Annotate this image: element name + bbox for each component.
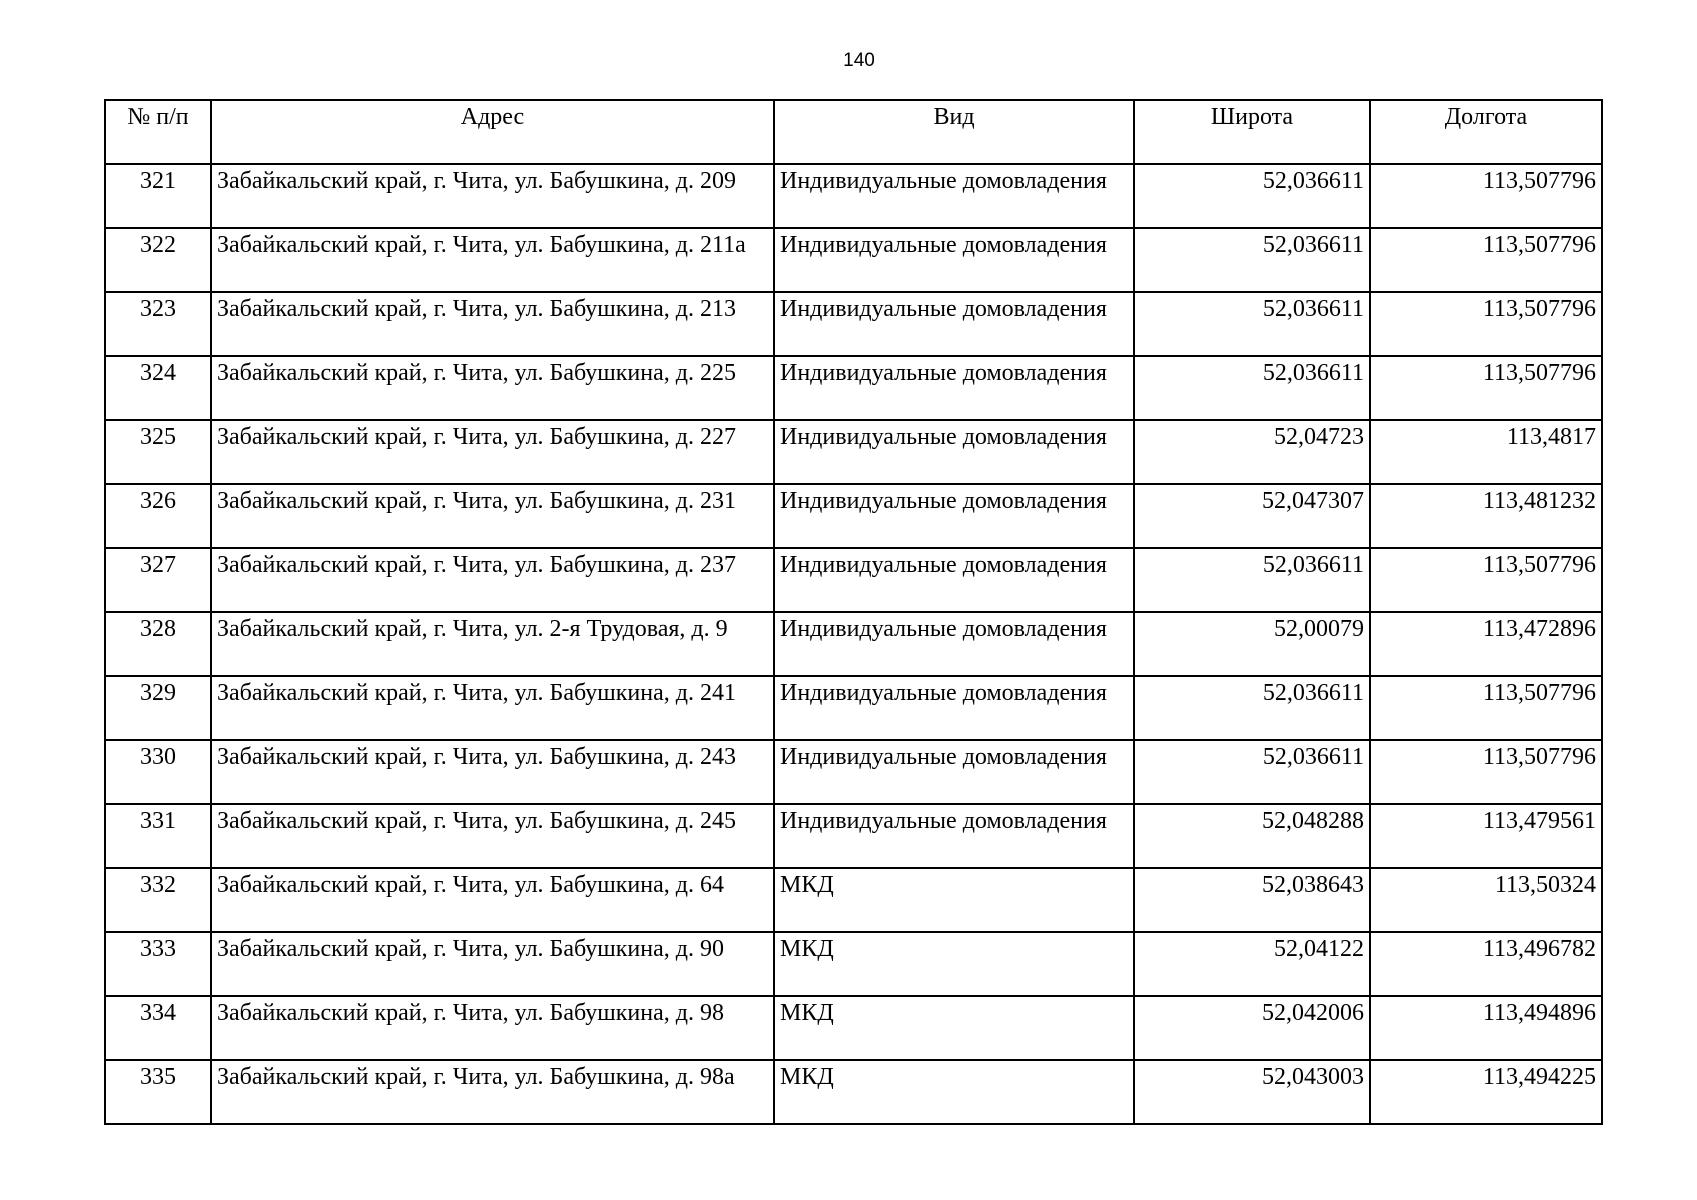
cell-latitude: 52,047307 bbox=[1134, 484, 1370, 548]
cell-latitude: 52,038643 bbox=[1134, 868, 1370, 932]
table-row bbox=[105, 676, 1602, 740]
cell-num: 331 bbox=[105, 804, 211, 868]
cell-longitude: 113,507796 bbox=[1370, 676, 1602, 740]
cell-type: Индивидуальные домовладения bbox=[774, 804, 1134, 868]
addresses-table bbox=[104, 99, 1603, 1125]
cell-num: 324 bbox=[105, 356, 211, 420]
cell-num: 335 bbox=[105, 1060, 211, 1124]
cell-longitude: 113,507796 bbox=[1370, 292, 1602, 356]
cell-latitude: 52,036611 bbox=[1134, 228, 1370, 292]
table-row bbox=[105, 804, 1602, 868]
cell-type: МКД bbox=[774, 932, 1134, 996]
cell-num: 326 bbox=[105, 484, 211, 548]
table-body bbox=[105, 164, 1602, 1124]
cell-type: Индивидуальные домовладения bbox=[774, 164, 1134, 228]
cell-num: 333 bbox=[105, 932, 211, 996]
cell-longitude: 113,507796 bbox=[1370, 164, 1602, 228]
cell-longitude: 113,496782 bbox=[1370, 932, 1602, 996]
cell-num: 323 bbox=[105, 292, 211, 356]
cell-type: Индивидуальные домовладения bbox=[774, 484, 1134, 548]
table-row bbox=[105, 740, 1602, 804]
cell-type: Индивидуальные домовладения bbox=[774, 548, 1134, 612]
table-row bbox=[105, 1060, 1602, 1124]
cell-longitude: 113,4817 bbox=[1370, 420, 1602, 484]
cell-address: Забайкальский край, г. Чита, ул. Бабушкина, д. 241 bbox=[211, 676, 774, 740]
cell-address: Забайкальский край, г. Чита, ул. Бабушкина, д. 64 bbox=[211, 868, 774, 932]
cell-address: Забайкальский край, г. Чита, ул. Бабушкина, д. 209 bbox=[211, 164, 774, 228]
cell-type: Индивидуальные домовладения bbox=[774, 612, 1134, 676]
cell-type: Индивидуальные домовладения bbox=[774, 356, 1134, 420]
cell-address: Забайкальский край, г. Чита, ул. Бабушкина, д. 90 bbox=[211, 932, 774, 996]
cell-address: Забайкальский край, г. Чита, ул. Бабушкина, д. 211а bbox=[211, 228, 774, 292]
cell-latitude: 52,00079 bbox=[1134, 612, 1370, 676]
table-row bbox=[105, 292, 1602, 356]
cell-type: МКД bbox=[774, 868, 1134, 932]
table-row bbox=[105, 164, 1602, 228]
cell-longitude: 113,494896 bbox=[1370, 996, 1602, 1060]
cell-address: Забайкальский край, г. Чита, ул. Бабушкина, д. 243 bbox=[211, 740, 774, 804]
cell-latitude: 52,04723 bbox=[1134, 420, 1370, 484]
cell-address: Забайкальский край, г. Чита, ул. 2-я Трудовая, д. 9 bbox=[211, 612, 774, 676]
cell-type: Индивидуальные домовладения bbox=[774, 292, 1134, 356]
cell-longitude: 113,507796 bbox=[1370, 356, 1602, 420]
cell-latitude: 52,036611 bbox=[1134, 164, 1370, 228]
cell-latitude: 52,042006 bbox=[1134, 996, 1370, 1060]
table-row bbox=[105, 356, 1602, 420]
header-type: Вид bbox=[774, 100, 1134, 164]
cell-address: Забайкальский край, г. Чита, ул. Бабушкина, д. 225 bbox=[211, 356, 774, 420]
cell-type: Индивидуальные домовладения bbox=[774, 420, 1134, 484]
table-row bbox=[105, 420, 1602, 484]
cell-latitude: 52,036611 bbox=[1134, 356, 1370, 420]
table-row bbox=[105, 932, 1602, 996]
cell-num: 325 bbox=[105, 420, 211, 484]
cell-type: Индивидуальные домовладения bbox=[774, 228, 1134, 292]
cell-longitude: 113,494225 bbox=[1370, 1060, 1602, 1124]
cell-address: Забайкальский край, г. Чита, ул. Бабушкина, д. 98а bbox=[211, 1060, 774, 1124]
cell-longitude: 113,472896 bbox=[1370, 612, 1602, 676]
cell-longitude: 113,507796 bbox=[1370, 228, 1602, 292]
table-row bbox=[105, 484, 1602, 548]
table-row bbox=[105, 868, 1602, 932]
cell-latitude: 52,036611 bbox=[1134, 548, 1370, 612]
cell-longitude: 113,507796 bbox=[1370, 740, 1602, 804]
cell-address: Забайкальский край, г. Чита, ул. Бабушкина, д. 237 bbox=[211, 548, 774, 612]
cell-type: МКД bbox=[774, 1060, 1134, 1124]
table-row bbox=[105, 996, 1602, 1060]
cell-num: 321 bbox=[105, 164, 211, 228]
cell-address: Забайкальский край, г. Чита, ул. Бабушкина, д. 231 bbox=[211, 484, 774, 548]
table-header-row bbox=[105, 100, 1602, 164]
cell-num: 328 bbox=[105, 612, 211, 676]
table-row bbox=[105, 228, 1602, 292]
cell-latitude: 52,036611 bbox=[1134, 740, 1370, 804]
cell-latitude: 52,036611 bbox=[1134, 676, 1370, 740]
cell-latitude: 52,04122 bbox=[1134, 932, 1370, 996]
cell-longitude: 113,50324 bbox=[1370, 868, 1602, 932]
cell-type: Индивидуальные домовладения bbox=[774, 676, 1134, 740]
page-number: 140 bbox=[843, 50, 875, 71]
cell-num: 327 bbox=[105, 548, 211, 612]
header-longitude: Долгота bbox=[1370, 100, 1602, 164]
cell-address: Забайкальский край, г. Чита, ул. Бабушкина, д. 98 bbox=[211, 996, 774, 1060]
cell-num: 332 bbox=[105, 868, 211, 932]
cell-latitude: 52,048288 bbox=[1134, 804, 1370, 868]
cell-address: Забайкальский край, г. Чита, ул. Бабушкина, д. 227 bbox=[211, 420, 774, 484]
header-num: № п/п bbox=[105, 100, 211, 164]
table-row bbox=[105, 612, 1602, 676]
cell-longitude: 113,481232 bbox=[1370, 484, 1602, 548]
cell-address: Забайкальский край, г. Чита, ул. Бабушкина, д. 213 bbox=[211, 292, 774, 356]
table-row bbox=[105, 548, 1602, 612]
cell-num: 330 bbox=[105, 740, 211, 804]
cell-type: МКД bbox=[774, 996, 1134, 1060]
cell-num: 329 bbox=[105, 676, 211, 740]
cell-num: 334 bbox=[105, 996, 211, 1060]
header-address: Адрес bbox=[211, 100, 774, 164]
cell-latitude: 52,036611 bbox=[1134, 292, 1370, 356]
cell-longitude: 113,507796 bbox=[1370, 548, 1602, 612]
header-latitude: Широта bbox=[1134, 100, 1370, 164]
cell-longitude: 113,479561 bbox=[1370, 804, 1602, 868]
cell-type: Индивидуальные домовладения bbox=[774, 740, 1134, 804]
cell-num: 322 bbox=[105, 228, 211, 292]
cell-latitude: 52,043003 bbox=[1134, 1060, 1370, 1124]
cell-address: Забайкальский край, г. Чита, ул. Бабушкина, д. 245 bbox=[211, 804, 774, 868]
